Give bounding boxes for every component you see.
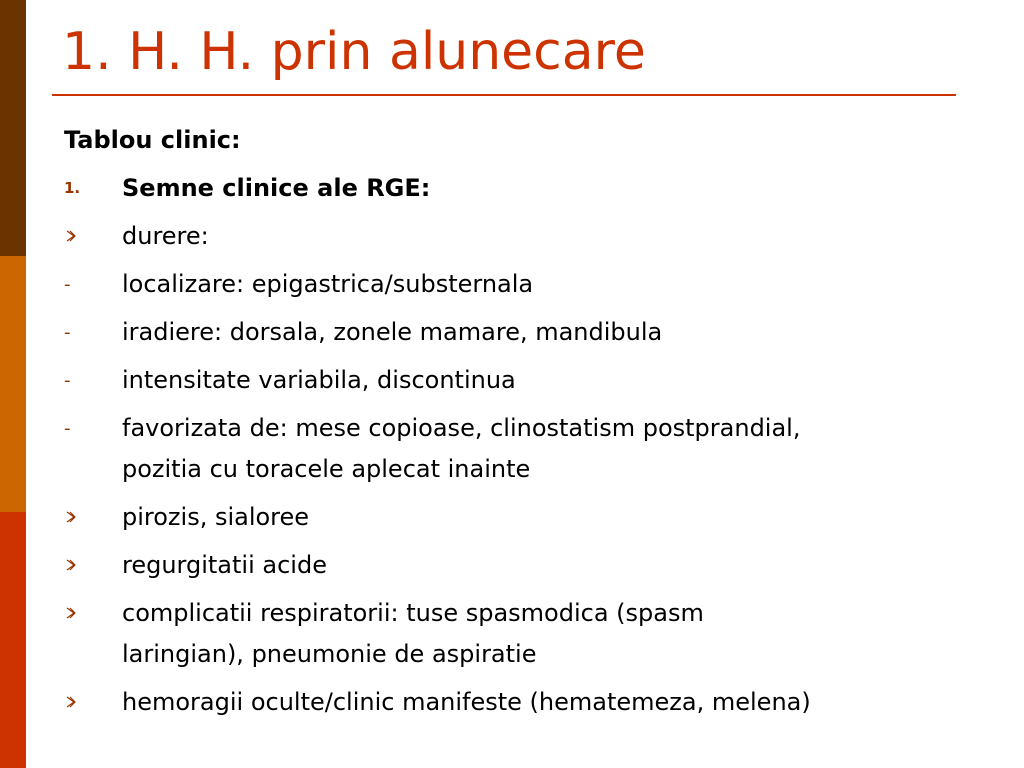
- list-item: [64, 497, 964, 538]
- list-item: [64, 408, 964, 490]
- title-divider: [52, 94, 956, 96]
- list-item: [64, 216, 964, 257]
- list-item-text: Semne clinice ale RGE:: [122, 174, 431, 202]
- dash-marker: -: [64, 274, 71, 295]
- list-item-text: iradiere: dorsala, zonele mamare, mandibula: [122, 318, 663, 346]
- sidebar-segment-top: [0, 0, 26, 256]
- dash-marker: -: [64, 418, 71, 439]
- list-item-text: pirozis, sialoree: [122, 503, 310, 531]
- list-item-text: intensitate variabila, discontinua: [122, 366, 516, 394]
- list-item-text: favorizata de: mese copioase, clinostatism postprandial,: [122, 414, 801, 442]
- list-item: [64, 264, 964, 305]
- list-item: [64, 360, 964, 401]
- list-item: [64, 682, 964, 723]
- list-item-text: durere:: [122, 222, 209, 250]
- list-item-text: regurgitatii acide: [122, 551, 327, 579]
- slide-title: 1. H. H. prin alunecare: [62, 22, 646, 82]
- list-item-text-continued: laringian), pneumonie de aspiratie: [122, 640, 537, 668]
- sidebar-segment-middle: [0, 256, 26, 512]
- slide-body: [64, 120, 964, 723]
- list-item: [64, 312, 964, 353]
- number-marker: 1.: [64, 179, 81, 197]
- list-item-text-continued: pozitia cu toracele aplecat inainte: [122, 455, 531, 483]
- sidebar-decoration: [0, 0, 26, 768]
- list-item: [64, 593, 964, 675]
- dash-marker: -: [64, 322, 71, 343]
- list-item-text: complicatii respiratorii: tuse spasmodica (spasm: [122, 599, 704, 627]
- list-item-text: localizare: epigastrica/substernala: [122, 270, 534, 298]
- list-item: [64, 168, 964, 209]
- list-item-text: hemoragii oculte/clinic manifeste (hematemeza, melena): [122, 688, 811, 716]
- sidebar-segment-bottom: [0, 512, 26, 768]
- dash-marker: -: [64, 370, 71, 391]
- section-heading: Tablou clinic:: [64, 126, 241, 154]
- list-item: [64, 545, 964, 586]
